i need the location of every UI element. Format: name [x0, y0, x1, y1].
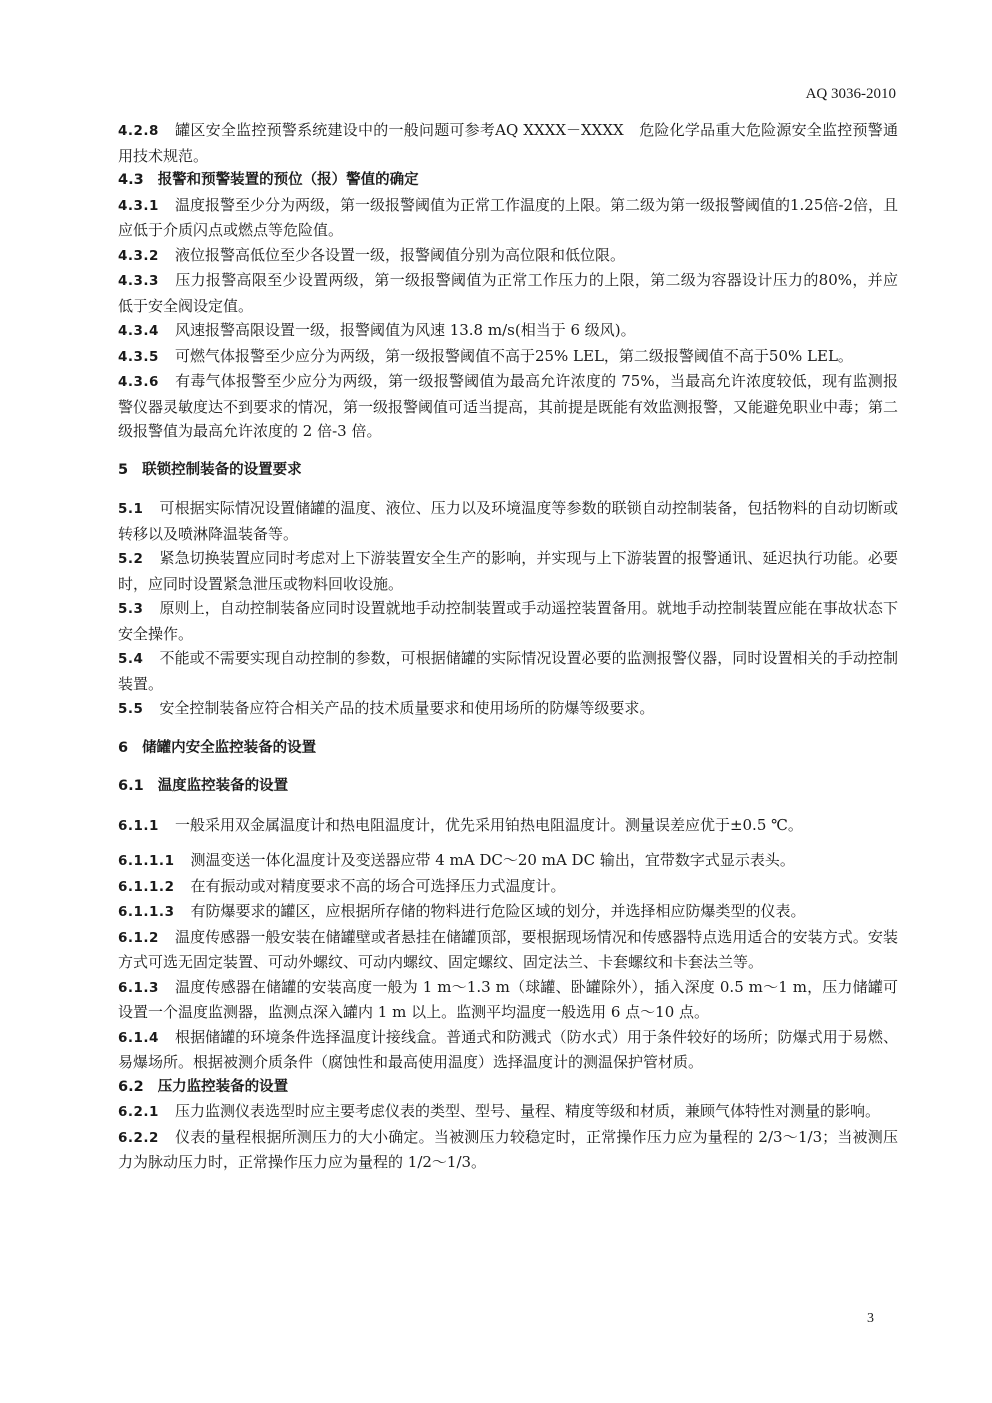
clause-4-3-1: 4.3.1 温度报警至少分为两级，第一级报警阈值为正常工作温度的上限。第二级为第一级报警阈值的1.25倍-2倍，且应低于介质闪点或燃点等危险值。: [118, 195, 898, 239]
clause-4-3-4: 4.3.4 风速报警高限设置一级，报警阈值为风速 13.8 m/s(相当于 6 级风)。: [118, 321, 636, 339]
clause-5-4: 5.4 不能或不需要实现自动控制的参数，可根据储罐的实际情况设置必要的监测报警仪器，同时设置相关的手动控制装置。: [118, 649, 898, 693]
clause-6-1-1-1: 6.1.1.1 测温变送一体化温度计及变送器应带 4 mA DC～20 mA DC 输出，宜带数字式显示表头。: [118, 851, 795, 869]
clause-6-1-1-3: 6.1.1.3 有防爆要求的罐区，应根据所存储的物料进行危险区域的划分，并选择相应防爆类型的仪表。: [118, 902, 806, 920]
clause-4-3-3: 4.3.3 压力报警高限至少设置两级，第一级报警阈值为正常工作压力的上限，第二级为容器设计压力的80%，并应低于安全阀设定值。: [118, 271, 898, 315]
section-heading-6: 6 储罐内安全监控装备的设置: [118, 739, 317, 756]
clause-5-5: 5.5 安全控制装备应符合相关产品的技术质量要求和使用场所的防爆等级要求。: [118, 699, 655, 717]
clause-6-1-1-2: 6.1.1.2 在有振动或对精度要求不高的场合可选择压力式温度计。: [118, 876, 566, 895]
page-number: 3: [867, 1311, 874, 1326]
section-heading-6-2: 6.2 压力监控装备的设置: [118, 1078, 289, 1095]
clause-5-2: 5.2 紧急切换装置应同时考虑对上下游装置安全生产的影响，并实现与上下游装置的报警通讯、延迟执行功能。必要时，应同时设置紧急泄压或物料回收设施。: [118, 549, 898, 593]
clause-6-2-2: 6.2.2 仪表的量程根据所测压力的大小确定。当被测压力较稳定时，正常操作压力应为量程的 2/3～1/3；当被测压力为脉动压力时，正常操作压力应为量程的 1/2～1/3。: [118, 1127, 898, 1171]
clause-5-1: 5.1 可根据实际情况设置储罐的温度、液位、压力以及环境温度等参数的联锁自动控制装备，包括物料的自动切断或转移以及喷淋降温装备等。: [118, 499, 898, 543]
document-body: [118, 118, 898, 1175]
section-heading-6-1: 6.1 温度监控装备的设置: [118, 778, 289, 794]
clause-6-1-4: 6.1.4 根据储罐的环境条件选择温度计接线盒。普通式和防溅式（防水式）用于条件较好的场所；防爆式用于易燃、易爆场所。根据被测介质条件（腐蚀性和最高使用温度）选择温度计的测温保护管材质。: [118, 1027, 898, 1071]
clause-6-1-2: 6.1.2 温度传感器一般安装在储罐壁或者悬挂在储罐顶部，要根据现场情况和传感器特点选用适合的安装方式。安装方式可选无固定装置、可动外螺纹、可动内螺纹、固定螺纹、固定法兰、卡套螺纹和卡套法兰等。: [118, 927, 898, 971]
clause-6-2-1: 6.2.1 压力监测仪表选型时应主要考虑仪表的类型、型号、量程、精度等级和材质，兼顾气体特性对测量的影响。: [118, 1102, 880, 1120]
section-heading-5: 5 联锁控制装备的设置要求: [118, 461, 302, 478]
clause-4-3-2: 4.3.2 液位报警高低位至少各设置一级，报警阈值分别为高位限和低位限。: [118, 245, 625, 264]
clause-4-3-5: 4.3.5 可燃气体报警至少应分为两级，第一级报警阈值不高于25% LEL，第二级报警阈值不高于50% LEL。: [118, 346, 853, 365]
section-heading-4-3: 4.3 报警和预警装置的预位（报）警值的确定: [118, 172, 419, 188]
clause-6-1-3: 6.1.3 温度传感器在储罐的安装高度一般为 1 m～1.3 m（球罐、卧罐除外），插入深度 0.5 m～1 m，压力储罐可设置一个温度监测器，监测点深入罐内 1 m 以上。监测平均温度一般选用 6 点～10 点。: [118, 977, 898, 1021]
clause-4-3-6: 4.3.6 有毒气体报警至少应分为两级，第一级报警阈值为最高允许浓度的 75%，当最高允许浓度较低，现有监测报警仪器灵敏度达不到要求的情况，第一级报警阈值可适当提高，其前提是既能有效监测报警，又能避免职业中毒；第二级报警值为最高允许浓度的 2 倍-3 倍。: [118, 372, 899, 440]
standard-code: AQ 3036-2010: [805, 86, 896, 102]
clause-6-1-1: 6.1.1 一般采用双金属温度计和热电阻温度计，优先采用铂热电阻温度计。测量误差应优于±0.5 ℃。: [118, 815, 803, 834]
clause-4-2-8: 4.2.8 罐区安全监控预警系统建设中的一般问题可参考AQ XXXX－XXXX 危险化学品重大危险源安全监控预警通用技术规范。: [118, 121, 898, 165]
clause-5-3: 5.3 原则上，自动控制装备应同时设置就地手动控制装置或手动遥控装置备用。就地手动控制装置应能在事故状态下安全操作。: [118, 599, 898, 643]
